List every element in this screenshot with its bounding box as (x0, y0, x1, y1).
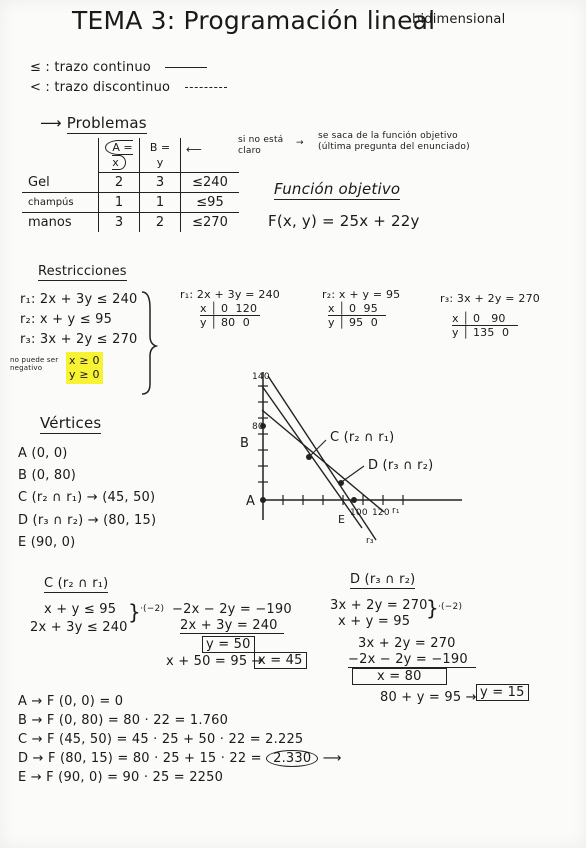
objective-formula: F(x, y) = 25x + 22y (268, 212, 420, 230)
table-x-row: x │ 0 95 (328, 302, 386, 316)
vertex-d: D (r₃ ∩ r₂) → (80, 15) (18, 513, 157, 528)
table-y-row: y │ 135 0 (452, 326, 510, 339)
legend-continuous-text: ≤ : trazo continuo (30, 60, 151, 75)
restriction-r2: r₂: x + y ≤ 95 (20, 312, 113, 327)
x-val: 95 (363, 302, 378, 315)
tick-label-100: 100 (350, 508, 368, 518)
x-val: 90 (491, 312, 506, 325)
solve-d-mult: ·(−2) (438, 602, 463, 612)
restriction-r3: r₃: 3x + 2y ≤ 270 (20, 332, 138, 347)
page-title: TEMA 3: Programación lineal (72, 6, 436, 35)
vertex-c: C (r₂ ∩ r₁) → (45, 50) (18, 490, 156, 505)
page-subtitle: bidimensional (412, 12, 506, 27)
table-x-row: x │ 0 120 (200, 302, 260, 316)
row-label: Gel (22, 173, 99, 193)
evaluation-e: E → F (90, 0) = 90 · 25 = 2250 (18, 770, 224, 785)
axis-ticks (258, 386, 403, 505)
vertex-e-dot (351, 497, 357, 503)
solve-c-result-y: y = 50 (202, 636, 255, 653)
solve-c-eq2: 2x + 3y ≤ 240 (30, 620, 128, 635)
solve-d-eq2: x + y = 95 (338, 614, 411, 629)
note-left: si no está claro (238, 135, 284, 156)
graph-label-c: C (r₂ ∩ r₁) (330, 430, 395, 445)
evaluation-d (18, 751, 342, 766)
table-eq: r₃: 3x + 2y = 270 (440, 292, 540, 305)
col-header-x-text: A = x (105, 140, 132, 170)
cell-limit: ≤270 (181, 213, 240, 233)
table-x-row: x │ 0 90 (452, 312, 518, 326)
evaluation-b: B → F (0, 80) = 80 · 22 = 1.760 (18, 713, 229, 728)
cell-b: 2 (140, 213, 181, 233)
table-eq: r₂: x + y = 95 (322, 288, 401, 301)
y-val: 135 (472, 326, 495, 339)
vertices-heading: Vértices (40, 414, 102, 432)
cell-limit: ≤240 (181, 173, 240, 193)
cell-limit: ≤95 (181, 193, 240, 213)
cell-b: 1 (140, 193, 181, 213)
graph-label-e: E (338, 513, 346, 526)
note-arrow-2: → (296, 138, 304, 148)
tick-label-140: 140 (252, 372, 270, 382)
solve-d-back: 80 + y = 95 → (380, 690, 477, 705)
y-val: 80 (220, 316, 236, 329)
row-label: manos (28, 215, 72, 230)
y-val: 95 (348, 316, 364, 329)
solve-d-result-y: y = 15 (476, 684, 529, 701)
arrow-d (343, 466, 364, 481)
evaluation-c: C → F (45, 50) = 45 · 25 + 50 · 22 = 2.225 (18, 732, 304, 747)
solve-c-back: x + 50 = 95 → (166, 654, 263, 669)
graph-label-d: D (r₃ ∩ r₂) (368, 458, 434, 473)
table-y-row: y │ 95 0 (328, 316, 378, 329)
brace: } (426, 596, 439, 620)
graph-label-r3: r₃ (366, 536, 374, 546)
cell-a: 2 (99, 173, 140, 193)
solve-d-result-x: x = 80 (352, 668, 447, 685)
graph-label-r1: r₁ (392, 506, 400, 516)
graph-label-a: A (246, 494, 256, 509)
x-val: 0 (472, 312, 481, 325)
vertex-a-dot (260, 497, 266, 503)
solve-d-eq1: 3x + 2y = 270 (330, 598, 428, 613)
y-val: 0 (242, 316, 250, 329)
arrow-right-icon: ⟶ (322, 751, 342, 766)
vertex-e: E (90, 0) (18, 535, 76, 550)
y-val: 0 (370, 316, 378, 329)
solve-c-eq1: x + y ≤ 95 (44, 602, 117, 617)
y-val: 0 (501, 326, 510, 339)
solve-c-step1: −2x − 2y = −190 (172, 602, 292, 617)
table-y-row: y │ 80 0 (200, 316, 250, 329)
x-val: 0 (348, 302, 357, 315)
legend-dashed-text: < : trazo discontinuo (30, 80, 171, 95)
solve-d-step1: 3x + 2y = 270 (358, 636, 456, 651)
solve-c-mult: ·(−2) (140, 604, 165, 614)
col-header-y-text: B = y (149, 141, 171, 169)
x-val: 0 (220, 302, 229, 315)
max-value: 2.330 (266, 750, 318, 767)
tick-label-80: 80 (252, 422, 264, 432)
graph-label-b: B (240, 436, 250, 451)
nonneg-y: y ≥ 0 (69, 368, 100, 381)
vertex-a: A (0, 0) (18, 446, 68, 461)
note-right: se saca de la función objetivo (última pregunta del enunciado) (318, 131, 470, 152)
solve-d-heading: D (r₃ ∩ r₂) (350, 572, 416, 587)
evaluation-d-text: D → F (80, 15) = 80 · 25 + 15 · 22 = (18, 751, 262, 766)
evaluation-a: A → F (0, 0) = 0 (18, 694, 124, 709)
arrow-right-icon: ⟶ (40, 114, 67, 132)
vertex-b: B (0, 80) (18, 468, 77, 483)
solve-d-step2: −2x − 2y = −190 (348, 652, 476, 668)
nonneg-note: no puede ser negativo (10, 356, 59, 372)
table-eq: r₁: 2x + 3y = 240 (180, 288, 280, 301)
objective-heading: Función objetivo (274, 180, 401, 198)
solve-c-heading: C (r₂ ∩ r₁) (44, 576, 109, 591)
solve-c-result-x: x = 45 (254, 652, 307, 669)
restriction-r1: r₁: 2x + 3y ≤ 240 (20, 292, 138, 307)
cell-a: 3 (99, 213, 140, 233)
cell-b: 3 (140, 173, 181, 193)
problems-heading-text: Problemas (66, 114, 147, 132)
note-arrow: ⟵ (186, 143, 202, 156)
solve-c-step2: 2x + 3y = 240 (180, 618, 284, 634)
brace: } (128, 600, 141, 624)
x-val: 120 (235, 302, 258, 315)
restrictions-heading: Restricciones (38, 264, 127, 279)
row-label: champús (22, 193, 99, 213)
cell-a: 1 (99, 193, 140, 213)
nonneg-x: x ≥ 0 (69, 354, 100, 367)
tick-label-120: 120 (372, 508, 390, 518)
